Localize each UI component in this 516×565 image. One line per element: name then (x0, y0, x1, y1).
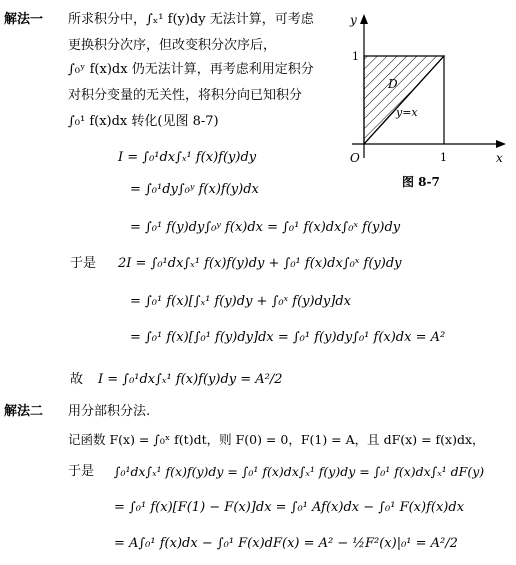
method1-gu: 故 (70, 372, 84, 387)
method1-eq-2: = ∫₀¹dy∫₀ʸ f(x)f(y)dx (130, 182, 259, 197)
method1-para-4: 对积分变量的无关性，将积分向已知积分 (68, 88, 303, 103)
tick-y-label: 1 (352, 50, 359, 63)
figure-caption: 图 8-7 (402, 175, 440, 188)
tick-x-label: 1 (440, 151, 447, 164)
region-label: D (388, 77, 398, 91)
method1-para-3: ∫₀ʸ f(x)dx 仍无法计算，再考虑利用定积分 (68, 62, 314, 77)
method2-label: 解法二 (4, 404, 44, 419)
method1-yushi: 于是 (70, 256, 97, 271)
method1-final: I = ∫₀¹dx∫ₓ¹ f(x)f(y)dy = A²/2 (98, 372, 283, 387)
figure-8-7 (326, 8, 512, 188)
method1-para-5: ∫₀¹ f(x)dx 转化(见图 8-7) (68, 114, 219, 129)
method1-eq2-1: 2I = ∫₀¹dx∫ₓ¹ f(x)f(y)dy + ∫₀¹ f(x)dx∫₀ˣ f(y)dy (118, 256, 402, 271)
x-axis-label: x (496, 151, 503, 165)
method2-eq-3: = A∫₀¹ f(x)dx − ∫₀¹ F(x)dF(x) = A² − ½F²(x)|₀¹ = A²/2 (114, 536, 458, 551)
line-label: y=x (396, 106, 418, 119)
y-axis-label: y (350, 13, 357, 27)
method1-para-1: 所求积分中，∫ₓ¹ f(y)dy 无法计算，可考虑 (68, 12, 314, 27)
x-axis-arrow (496, 140, 506, 148)
method1-eq-3: = ∫₀¹ f(y)dy∫₀ʸ f(x)dx = ∫₀¹ f(x)dx∫₀ˣ f(y)dy (130, 220, 401, 235)
method1-eq-1: I = ∫₀¹dx∫ₓ¹ f(x)f(y)dy (118, 150, 257, 165)
method1-para-2: 更换积分次序，但改变积分次序后， (68, 38, 277, 53)
method2-eq-1: ∫₀¹dx∫ₓ¹ f(x)f(y)dy = ∫₀¹ f(x)dx∫ₓ¹ f(y)dy = ∫₀¹ f(x)dx∫ₓ¹ dF(y) (114, 464, 485, 479)
method2-intro: 用分部积分法. (68, 404, 151, 419)
y-axis-arrow (360, 14, 368, 24)
method2-eq-2: = ∫₀¹ f(x)[F(1) − F(x)]dx = ∫₀¹ Af(x)dx − ∫₀¹ F(x)f(x)dx (114, 500, 465, 515)
method1-eq2-2: = ∫₀¹ f(x)[∫ₓ¹ f(y)dy + ∫₀ˣ f(y)dy]dx (130, 294, 351, 309)
method1-eq2-3: = ∫₀¹ f(x)[∫₀¹ f(y)dy]dx = ∫₀¹ f(y)dy∫₀¹ f(x)dx = A² (130, 330, 446, 345)
method2-yushi: 于是 (68, 464, 95, 479)
method1-label: 解法一 (4, 12, 44, 27)
origin-label: O (350, 151, 360, 165)
method2-line2: 记函数 F(x) = ∫₀ˣ f(t)dt，则 F(0) = 0，F(1) = A，且 dF(x) = f(x)dx， (68, 432, 485, 447)
